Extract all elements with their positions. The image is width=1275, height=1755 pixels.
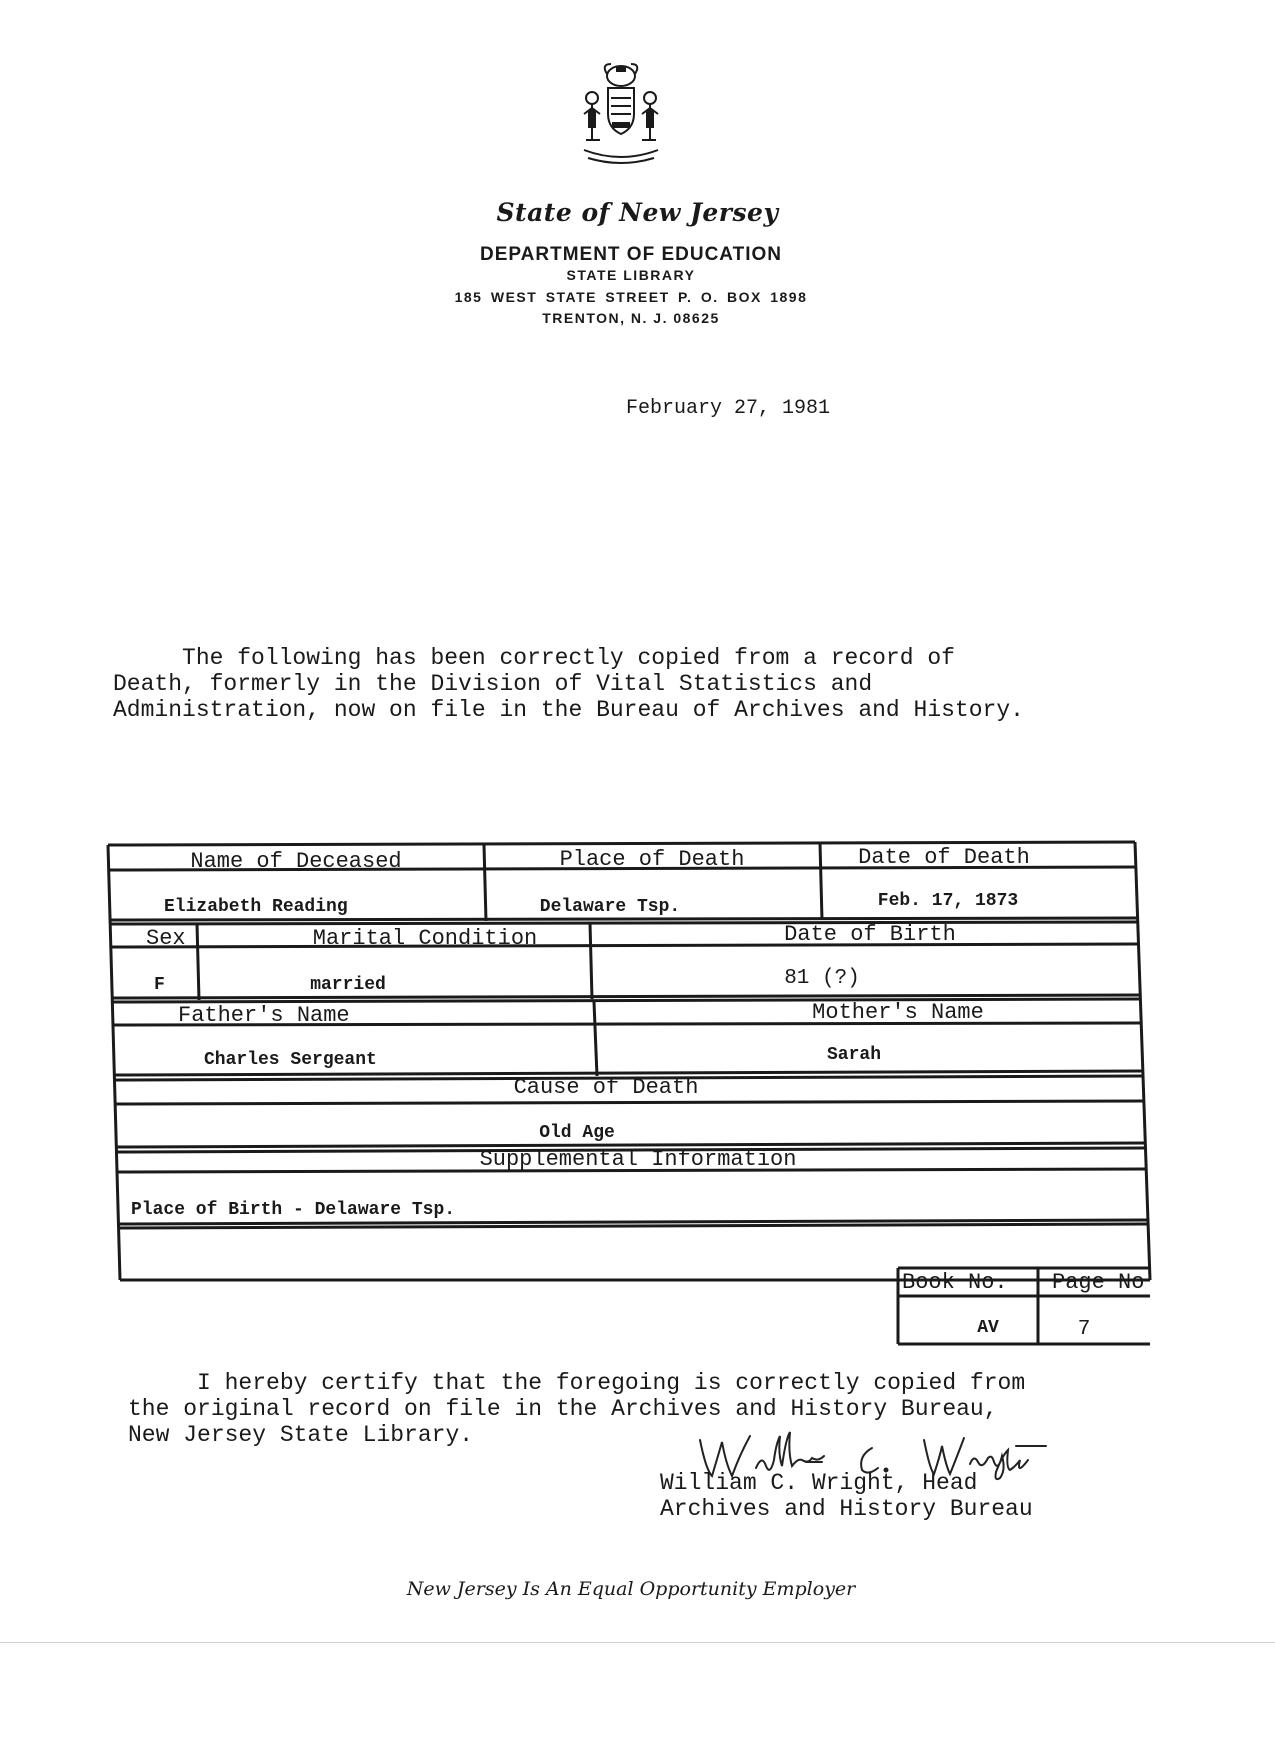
date-of-birth-label: Date of Birth xyxy=(784,922,956,947)
page-edge-divider xyxy=(0,1642,1275,1643)
signer-block xyxy=(660,1470,1033,1522)
signer-name-title: William C. Wright, Head xyxy=(660,1470,978,1496)
date-of-death-value: Feb. 17, 1873 xyxy=(877,891,1019,911)
place-of-death-value: Delaware Tsp. xyxy=(539,897,681,917)
page-number-value: 7 xyxy=(1077,1318,1091,1341)
name-of-deceased-value: Elizabeth Reading xyxy=(164,897,348,917)
sex-label: Sex xyxy=(146,926,186,951)
state-seal-icon xyxy=(578,62,664,170)
signer-bureau: Archives and History Bureau xyxy=(660,1496,1033,1522)
book-number-value: AV xyxy=(977,1318,999,1338)
mothers-name-value: Sarah xyxy=(826,1045,882,1065)
intro-paragraph xyxy=(113,645,1153,723)
date-of-death-label: Date of Death xyxy=(858,845,1030,870)
intro-line: Death, formerly in the Division of Vital Statistics and xyxy=(113,671,873,697)
intro-line: Administration, now on file in the Bureau of Archives and History. xyxy=(113,697,1024,723)
letterhead-state-title: State of New Jersey xyxy=(496,198,779,227)
letterhead-street-address: 185 WEST STATE STREET P. O. BOX 1898 xyxy=(454,289,808,305)
cause-of-death-label: Cause of Death xyxy=(513,1075,699,1100)
book-number-label: Book No. xyxy=(902,1270,1008,1295)
intro-line: The following has been correctly copied from a record of xyxy=(113,645,955,671)
fathers-name-label: Father's Name xyxy=(178,1003,350,1028)
certification-line: I hereby certify that the foregoing is correctly copied from xyxy=(128,1370,1026,1396)
letterhead-library: STATE LIBRARY xyxy=(566,267,696,283)
letterhead-department: DEPARTMENT OF EDUCATION xyxy=(479,244,782,265)
supplemental-information-value: Place of Birth - Delaware Tsp. xyxy=(131,1200,456,1220)
marital-condition-label: Marital Condition xyxy=(312,926,538,951)
letter-date: February 27, 1981 xyxy=(626,397,831,420)
letterhead-city: TRENTON, N. J. 08625 xyxy=(542,310,720,326)
footer-equal-opportunity: New Jersey Is An Equal Opportunity Employer xyxy=(406,1578,856,1600)
name-of-deceased-label: Name of Deceased xyxy=(190,849,402,874)
supplemental-information-label: Supplemental Information xyxy=(479,1147,797,1172)
certification-line: the original record on file in the Archives and History Bureau, xyxy=(128,1396,998,1422)
marital-condition-value: married xyxy=(310,975,386,995)
fathers-name-value: Charles Sergeant xyxy=(204,1050,377,1070)
page-number-label: Page No xyxy=(1052,1270,1145,1295)
mothers-name-label: Mother's Name xyxy=(812,1000,984,1025)
date-of-birth-value: 81 (?) xyxy=(784,967,860,990)
cause-of-death-value: Old Age xyxy=(539,1123,615,1143)
sex-value: F xyxy=(154,975,165,995)
place-of-death-label: Place of Death xyxy=(559,847,745,872)
certification-line: New Jersey State Library. xyxy=(128,1422,474,1448)
